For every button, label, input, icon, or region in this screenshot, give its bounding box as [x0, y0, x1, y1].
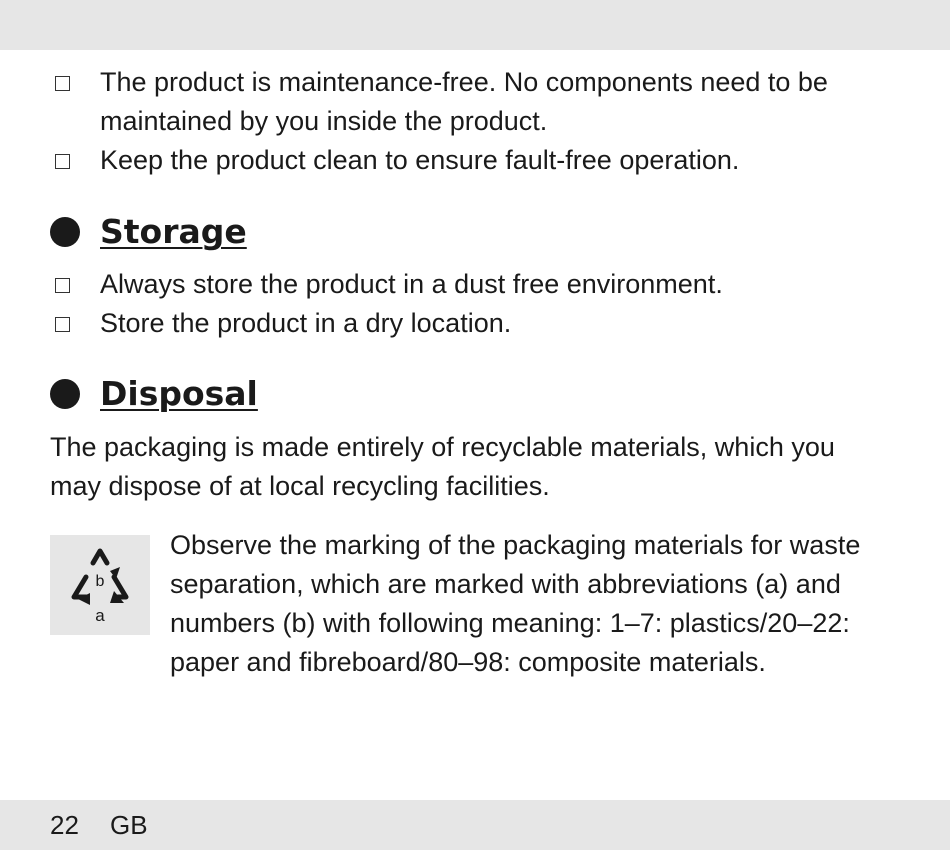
storage-heading	[50, 212, 247, 251]
list-item-text: Always store the product in a dust free environment.	[100, 269, 723, 299]
disposal-heading	[50, 374, 258, 413]
page-number: 22	[50, 810, 79, 840]
list-item	[50, 63, 870, 141]
storage-list	[50, 265, 870, 343]
recycle-outer-label: a	[95, 606, 105, 625]
page-language: GB	[110, 810, 148, 840]
header-band	[0, 0, 950, 50]
square-bullet-icon	[55, 317, 70, 332]
maintenance-list	[50, 63, 870, 180]
recycling-triangle-icon	[50, 535, 150, 635]
square-bullet-icon	[55, 278, 70, 293]
list-item-text: The product is maintenance-free. No components need to be maintained by you inside the product.	[100, 67, 828, 136]
recycle-inner-label: b	[95, 573, 105, 590]
storage-heading-text: Storage	[100, 212, 247, 251]
list-item	[50, 304, 870, 343]
heading-dot-icon	[50, 217, 80, 247]
marking-paragraph: Observe the marking of the packaging materials for waste separation, which are marked with abbreviations (a) and numbers (b) with following meaning: 1–7: plastics/20–22: paper and fibreboard/80–98: composite materials.	[170, 530, 861, 677]
disposal-heading-text: Disposal	[100, 374, 258, 413]
square-bullet-icon	[55, 76, 70, 91]
list-item-text: Keep the product clean to ensure fault-free operation.	[100, 145, 740, 175]
list-item	[50, 265, 870, 304]
list-item-text: Store the product in a dry location.	[100, 308, 512, 338]
heading-dot-icon	[50, 379, 80, 409]
disposal-paragraph: The packaging is made entirely of recyclable materials, which you may dispose of at local recycling facilities.	[50, 432, 835, 501]
recycling-symbol-svg	[50, 535, 150, 635]
square-bullet-icon	[55, 154, 70, 169]
list-item	[50, 141, 870, 180]
